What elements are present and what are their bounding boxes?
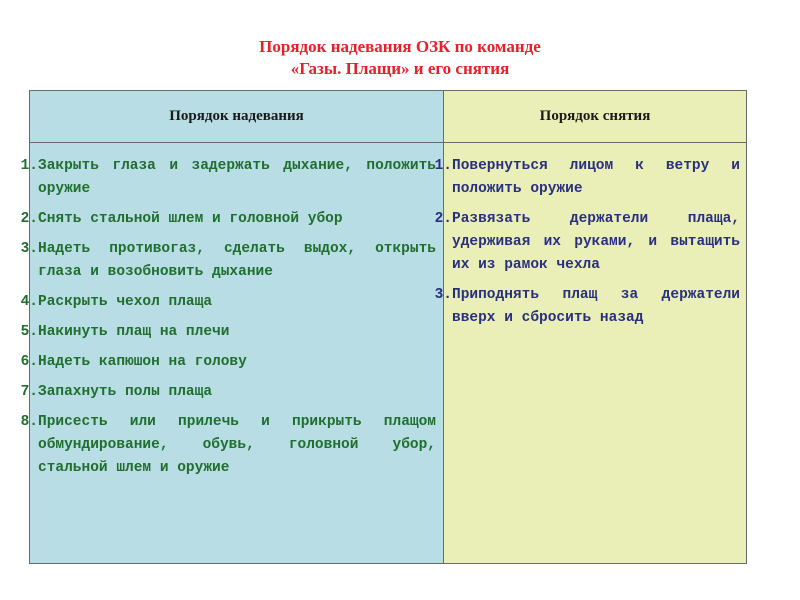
doffing-header: Порядок снятия <box>444 91 746 143</box>
doffing-steps-list <box>434 155 740 337</box>
list-item <box>20 351 436 374</box>
step-number: 8. <box>20 414 38 430</box>
slide-title <box>0 36 800 80</box>
step-text: Раскрыть чехол плаща <box>38 294 213 310</box>
step-number: 3. <box>434 287 452 303</box>
step-number: 3. <box>20 241 38 257</box>
step-text: Развязать держатели плаща, удерживая их руками, и вытащить их из рамок чехла <box>452 211 740 273</box>
step-text: Приподнять плащ за держатели вверх и сбросить назад <box>452 287 740 326</box>
step-text: Запахнуть полы плаща <box>38 384 213 400</box>
step-number: 6. <box>20 354 38 370</box>
list-item <box>20 155 436 201</box>
step-text: Закрыть глаза и задержать дыхание, положить оружие <box>38 158 436 197</box>
list-item <box>20 208 436 231</box>
list-item <box>434 155 740 201</box>
list-item <box>20 411 436 480</box>
donning-column <box>20 91 443 563</box>
step-text: Накинуть плащ на плечи <box>38 324 230 340</box>
list-item <box>20 381 436 404</box>
step-number: 7. <box>20 384 38 400</box>
donning-header: Порядок надевания <box>30 91 443 143</box>
step-number: 1. <box>20 158 38 174</box>
step-number: 2. <box>434 211 452 227</box>
step-text: Присесть или прилечь и прикрыть плащом обмундирование, обувь, головной убор, стальной шлем и оружие <box>38 414 436 476</box>
procedure-table <box>20 90 747 564</box>
step-number: 4. <box>20 294 38 310</box>
list-item <box>434 284 740 330</box>
step-text: Надеть противогаз, сделать выдох, открыть глаза и возобновить дыхание <box>38 241 436 280</box>
list-item <box>434 208 740 277</box>
title-line-1: Порядок надевания ОЗК по команде <box>259 37 541 56</box>
step-number: 1. <box>434 158 452 174</box>
step-text: Надеть капюшон на голову <box>38 354 247 370</box>
title-line-2: «Газы. Плащи» и его снятия <box>290 59 510 78</box>
doffing-column <box>434 91 746 563</box>
list-item <box>20 238 436 284</box>
step-text: Повернуться лицом к ветру и положить оружие <box>452 158 740 197</box>
step-text: Снять стальной шлем и головной убор <box>38 211 343 227</box>
step-number: 5. <box>20 324 38 340</box>
step-number: 2. <box>20 211 38 227</box>
donning-steps-list <box>20 155 436 487</box>
list-item <box>20 321 436 344</box>
list-item <box>20 291 436 314</box>
